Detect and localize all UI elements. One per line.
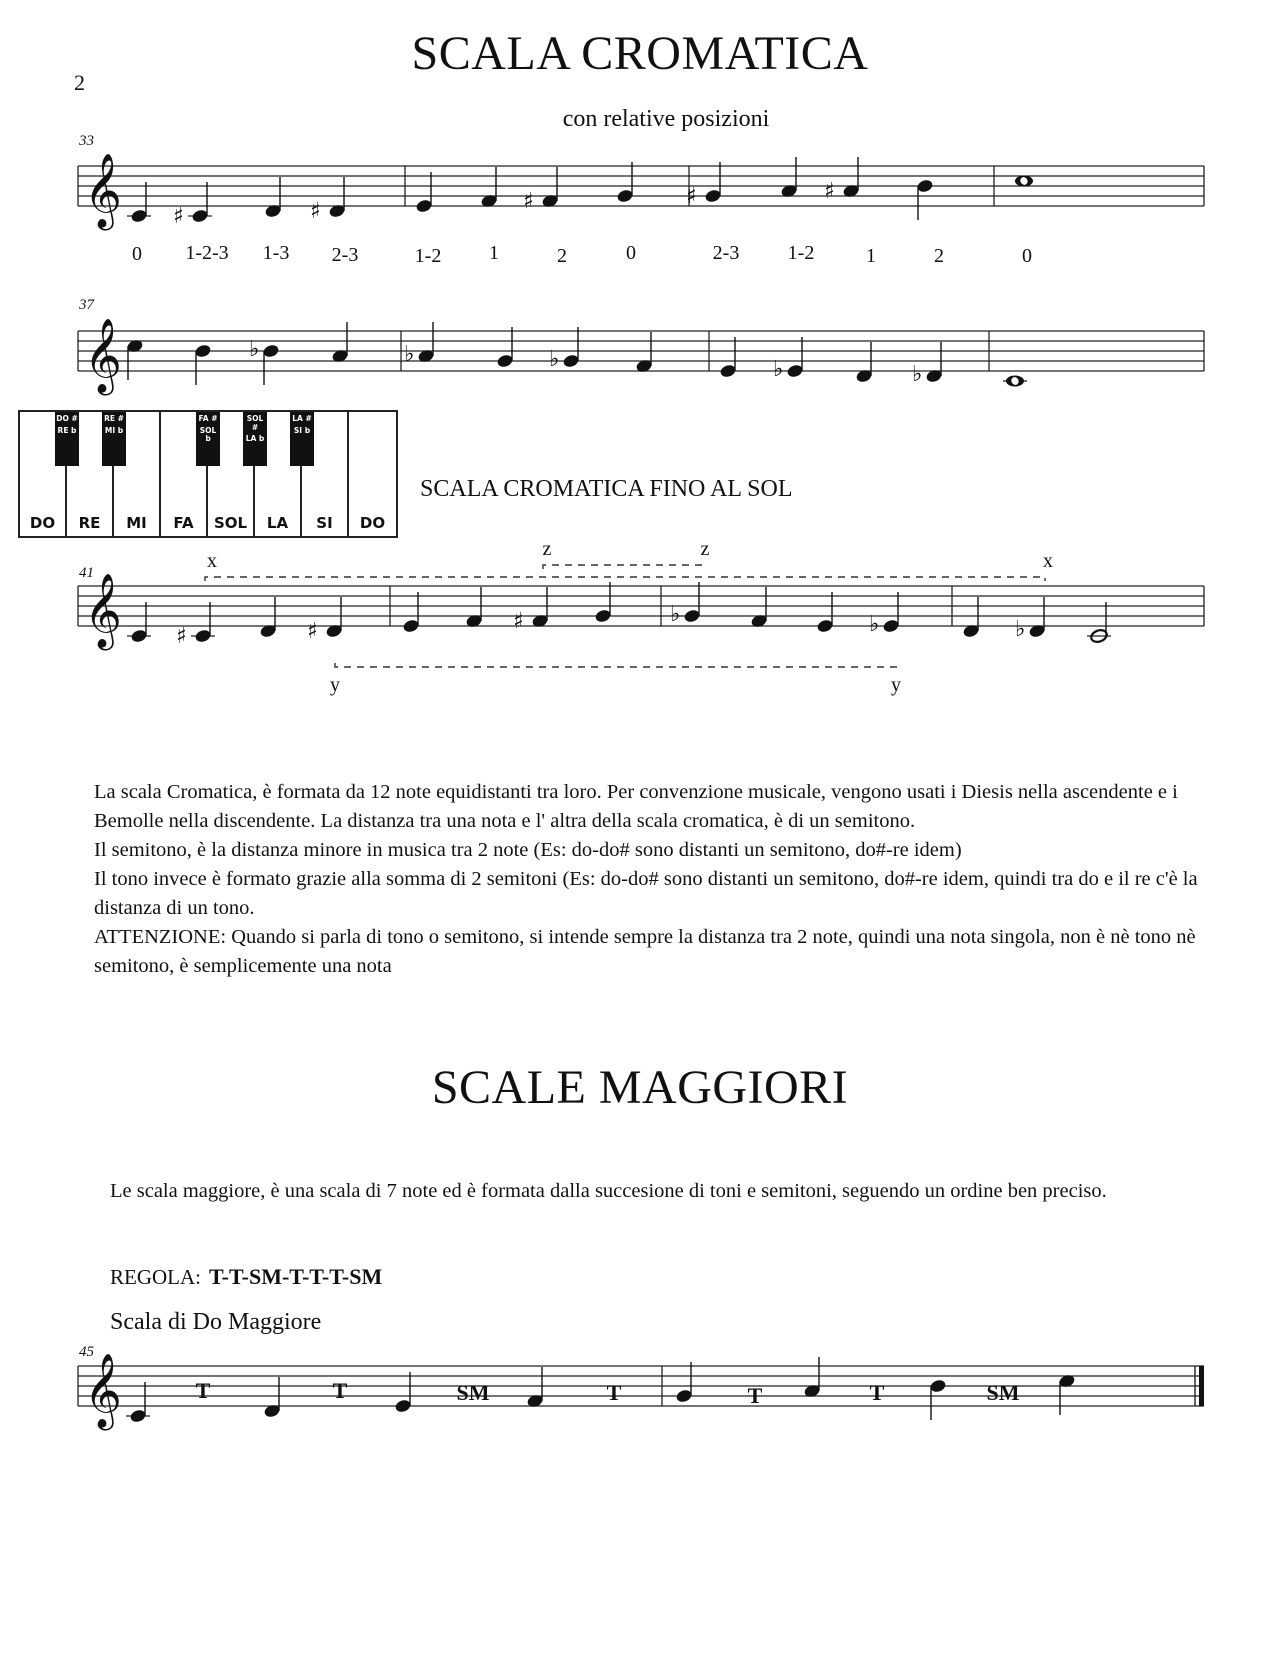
- white-key: DO: [20, 412, 67, 536]
- white-key: FA: [161, 412, 208, 536]
- measure-number: 45: [79, 1344, 94, 1360]
- staff-system-1: [0, 130, 1280, 250]
- interval-label: SM: [986, 1380, 1020, 1405]
- sharp-sign: ♯: [176, 624, 187, 649]
- valve-fingering: 1-2-3: [185, 242, 229, 264]
- black-key: SOL # LA b: [243, 412, 267, 466]
- flat-sign: ♭: [912, 362, 923, 387]
- explanation-paragraph: [94, 778, 1214, 981]
- treble-clef: 𝄞: [84, 574, 122, 648]
- measure-number: 37: [79, 297, 94, 313]
- valve-fingering: 2-3: [331, 244, 359, 266]
- treble-clef: 𝄞: [84, 154, 122, 228]
- paragraph-line: Il semitono, è la distanza minore in musica tra 2 note (Es: do-do# sono distanti un semitono, do#-re idem): [94, 839, 962, 861]
- valve-fingering: 1-3: [262, 242, 290, 264]
- flat-sign: ♭: [249, 337, 260, 362]
- marker-y: y: [330, 674, 340, 696]
- note-head: [262, 343, 280, 358]
- sharp-sign: ♯: [523, 189, 534, 214]
- interval-label: T: [195, 1378, 211, 1403]
- measure-number: 33: [79, 133, 94, 149]
- sharp-sign: ♯: [513, 609, 524, 634]
- white-key: RE: [67, 412, 114, 536]
- piano-keyboard: [18, 410, 398, 538]
- page-title: SCALA CROMATICA: [411, 27, 869, 80]
- white-key: SI: [302, 412, 349, 536]
- section-caption: SCALA CROMATICA FINO AL SOL: [420, 476, 793, 502]
- note-head: [562, 353, 580, 368]
- note-head: [415, 198, 433, 213]
- note-head: [194, 343, 212, 358]
- interval-label: SM: [456, 1380, 490, 1405]
- intro-paragraph: Le scala maggiore, è una scala di 7 note ed è formata dalla succesione di toni e semitoni, seguendo un ordine ben preciso.: [110, 1180, 1107, 1202]
- note-head: [786, 363, 804, 378]
- note-head: [616, 188, 634, 203]
- note-head: [916, 178, 934, 193]
- valve-fingering: 2: [934, 245, 944, 267]
- treble-clef: 𝄞: [84, 1354, 122, 1428]
- treble-clef: 𝄞: [84, 319, 122, 393]
- marker-z: z: [700, 538, 710, 560]
- section-title: SCALE MAGGIORI: [431, 1061, 849, 1114]
- rule-label: REGOLA:: [110, 1265, 201, 1289]
- note-head: [719, 363, 737, 378]
- flat-sign: ♭: [773, 357, 784, 382]
- note-head: [496, 353, 514, 368]
- black-key: LA # SI b: [290, 412, 314, 466]
- flat-sign: ♭: [549, 347, 560, 372]
- valve-fingering: 1-2: [414, 245, 442, 267]
- marker-x: x: [1043, 550, 1053, 572]
- white-key: DO: [359, 514, 386, 532]
- rule-value: T-T-SM-T-T-T-SM: [209, 1264, 383, 1289]
- valve-fingering: 1-2: [787, 242, 815, 264]
- marker-x: x: [207, 550, 217, 572]
- measure-number: 41: [79, 565, 94, 581]
- sharp-sign: ♯: [173, 204, 184, 229]
- bracket-x: [205, 577, 1045, 581]
- white-key: MI: [114, 412, 161, 536]
- paragraph-line: Il tono invece è formato grazie alla somma di 2 semitoni (Es: do-do# sono distanti un semitono, do#-re idem, quindi tra do e il re c'è la distanza di un tono.: [94, 868, 1198, 919]
- valve-fingering: 1: [866, 245, 876, 267]
- page-number: 2: [74, 70, 85, 95]
- marker-y: y: [891, 674, 901, 696]
- note-head: [394, 1398, 412, 1413]
- bracket-y: [335, 663, 898, 667]
- dashed-brackets: [0, 560, 1280, 680]
- valve-fingering: 2-3: [712, 242, 740, 264]
- interval-label: T: [869, 1380, 885, 1405]
- flat-sign: ♭: [404, 342, 415, 367]
- black-key: RE # MI b: [102, 412, 126, 466]
- flat-sign: ♭: [869, 612, 880, 637]
- flat-sign: ♭: [670, 602, 681, 627]
- scale-title: Scala di Do Maggiore: [110, 1309, 322, 1335]
- flat-sign: ♭: [1015, 617, 1026, 642]
- valve-fingering: 1: [489, 242, 499, 264]
- valve-fingering: 2: [557, 245, 567, 267]
- sharp-sign: ♯: [686, 184, 697, 209]
- bracket-z: [543, 565, 702, 569]
- sharp-sign: ♯: [307, 619, 318, 644]
- final-barline: [1199, 1366, 1204, 1406]
- black-key: FA # SOL b: [196, 412, 220, 466]
- valve-fingering: 0: [626, 242, 636, 264]
- black-key: DO # RE b: [55, 412, 79, 466]
- note-head: [704, 188, 722, 203]
- rule-line: [110, 1264, 382, 1290]
- interval-label: T: [747, 1383, 763, 1408]
- note-head: [129, 1408, 147, 1423]
- valve-fingering: 0: [132, 243, 142, 265]
- paragraph-line: La scala Cromatica, è formata da 12 note equidistanti tra loro. Per convenzione musicale, vengono usati i Diesis nella ascendente e i Bemolle nella discendente. La distanza tra una nota e l' altra della scala cromatica, è di un semitono.: [94, 781, 1178, 832]
- marker-z: z: [542, 538, 552, 560]
- paragraph-line: ATTENZIONE: Quando si parla di tono o semitono, si intende sempre la distanza tra 2 note, quindi una nota singola, non è nè tono nè semitono, è semplicemente una nota: [94, 926, 1196, 977]
- note-head: [191, 208, 209, 223]
- subtitle: con relative posizioni: [562, 106, 770, 132]
- note-head: [675, 1388, 693, 1403]
- note-head: [130, 208, 148, 223]
- interval-label: T: [332, 1378, 348, 1403]
- white-key: SOL: [208, 412, 255, 536]
- white-key: LA: [255, 412, 302, 536]
- staff-system-2: [0, 295, 1280, 415]
- note-head: [929, 1378, 947, 1393]
- sharp-sign: ♯: [310, 199, 321, 224]
- sharp-sign: ♯: [824, 179, 835, 204]
- interval-label: T: [606, 1380, 622, 1405]
- valve-fingering: 0: [1022, 245, 1032, 267]
